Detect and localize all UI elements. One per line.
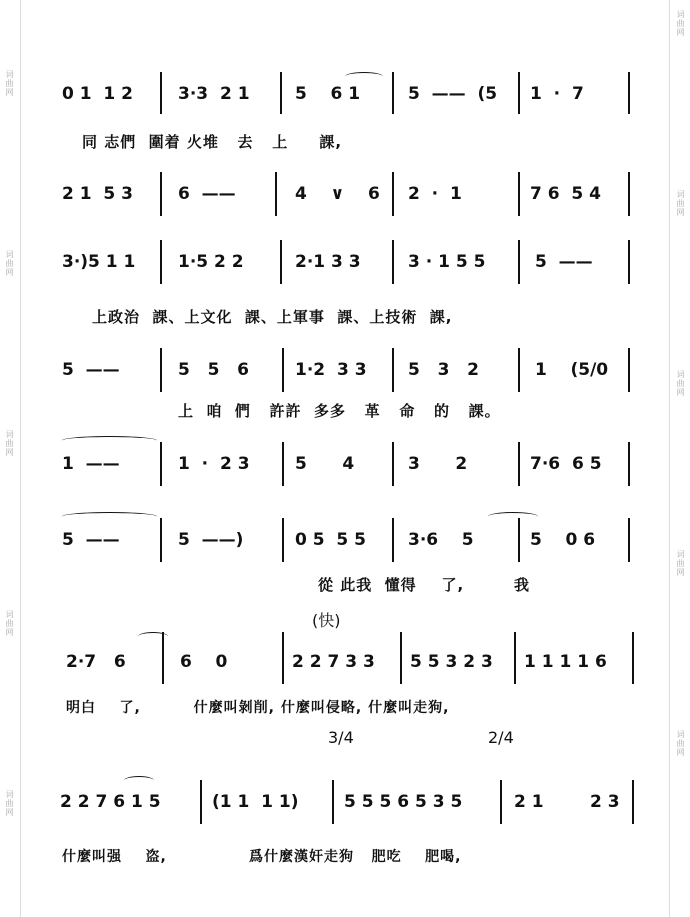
measure: 5 6 1 [295,84,361,104]
measure: (1 1 1 1) [212,792,299,812]
barline [632,632,634,684]
barline [275,172,277,216]
tempo-marking: (快) [312,611,341,630]
measure: 5 0 6 [530,530,596,550]
barline [392,240,394,284]
barline [282,632,284,684]
lyrics: 同 志們 圍着 火堆 去 上 課, [82,133,343,151]
barline [628,72,630,114]
watermark: 词曲网 [676,550,685,577]
barline [160,172,162,216]
slur [124,776,154,785]
barline [518,518,520,562]
barline [200,780,202,824]
watermark: 词曲网 [676,10,685,37]
barline [518,72,520,114]
measure: 5 4 [295,454,355,474]
barline [160,442,162,486]
measure: 5 3 2 [408,360,479,380]
left-margin-strip [0,0,21,917]
barline [518,240,520,284]
watermark: 词曲网 [676,190,685,217]
barline [280,72,282,114]
barline [628,348,630,392]
measure: 1 1 1 1 6 [524,652,607,672]
measure: 5 5 6 [178,360,249,380]
measure: 5 5 3 2 3 [410,652,493,672]
time-signature: 3/4 [328,728,354,747]
measure: 2 3 [590,792,620,812]
barline [518,442,520,486]
barline [282,348,284,392]
barline [160,518,162,562]
barline [392,348,394,392]
measure: 3·3 2 1 [178,84,250,104]
measure: 0 1 1 2 [62,84,133,104]
measure: 2 2 7 3 3 [292,652,375,672]
measure: 5 5 5 6 5 3 5 [344,792,463,812]
barline [162,632,164,684]
barline [628,518,630,562]
measure: 6 0 [180,652,228,672]
barline [500,780,502,824]
measure: 2 · 1 [408,184,462,204]
measure: 3 2 [408,454,468,474]
lyrics: 上 咱 們 許許 多多 革 命 的 課。 [178,402,501,420]
measure: 7·6 6 5 [530,454,602,474]
barline [392,172,394,216]
measure: 1 · 7 [530,84,584,104]
watermark: 词曲网 [5,790,14,817]
measure: 3 · 1 5 5 [408,252,486,272]
tie [488,512,538,521]
barline [160,348,162,392]
tie [62,436,157,445]
measure: 4 ∨ 6 [295,184,380,204]
measure: 7 6 5 4 [530,184,601,204]
measure: 3·)5 1 1 [62,252,136,272]
barline [628,240,630,284]
measure: 1 · 2 3 [178,454,250,474]
watermark: 词曲网 [676,730,685,757]
lyrics: 什麼叫强 盗, 爲什麼漢奸走狗 肥吃 肥喝, [62,849,462,865]
barline [400,632,402,684]
barline [628,442,630,486]
measure: 2·1 3 3 [295,252,361,272]
measure: 5 —— (5 [408,84,498,104]
lyrics: 從 此我 懂得 了, 我 [318,576,531,594]
watermark: 词曲网 [5,610,14,637]
measure: 2·7 6 [66,652,126,672]
measure: 1·5 2 2 [178,252,244,272]
measure: 3·6 5 [408,530,474,550]
time-signature: 2/4 [488,728,514,747]
barline [518,172,520,216]
watermark: 词曲网 [5,250,14,277]
measure: 2 2 7 6 1 5 [60,792,161,812]
barline [160,72,162,114]
measure: 2 1 [514,792,544,812]
barline [514,632,516,684]
measure: 6 —— [178,184,236,204]
barline [160,240,162,284]
barline [392,442,394,486]
barline [392,518,394,562]
watermark: 词曲网 [5,430,14,457]
barline [332,780,334,824]
measure: 1 (5/0 [535,360,609,380]
barline [392,72,394,114]
lyrics: 上政治 課、上文化 課、上軍事 課、上技術 課, [92,308,453,326]
watermark: 词曲网 [5,70,14,97]
barline [628,172,630,216]
measure: 1 —— [62,454,120,474]
watermark: 词曲网 [676,370,685,397]
measure: 5 —— [62,530,120,550]
barline [282,442,284,486]
measure: 5 —— [535,252,593,272]
lyrics: 明白 了, 什麼叫剝削, 什麼叫侵略, 什麼叫走狗, [66,700,450,716]
barline [282,518,284,562]
slur [345,72,383,81]
measure: 0 5 5 5 [295,530,366,550]
barline [280,240,282,284]
tie [62,512,157,521]
barline [518,348,520,392]
measure: 5 ——) [178,530,244,550]
measure: 1·2 3 3 [295,360,367,380]
right-margin-strip [669,0,690,917]
barline [632,780,634,824]
measure: 5 —— [62,360,120,380]
measure: 2 1 5 3 [62,184,133,204]
